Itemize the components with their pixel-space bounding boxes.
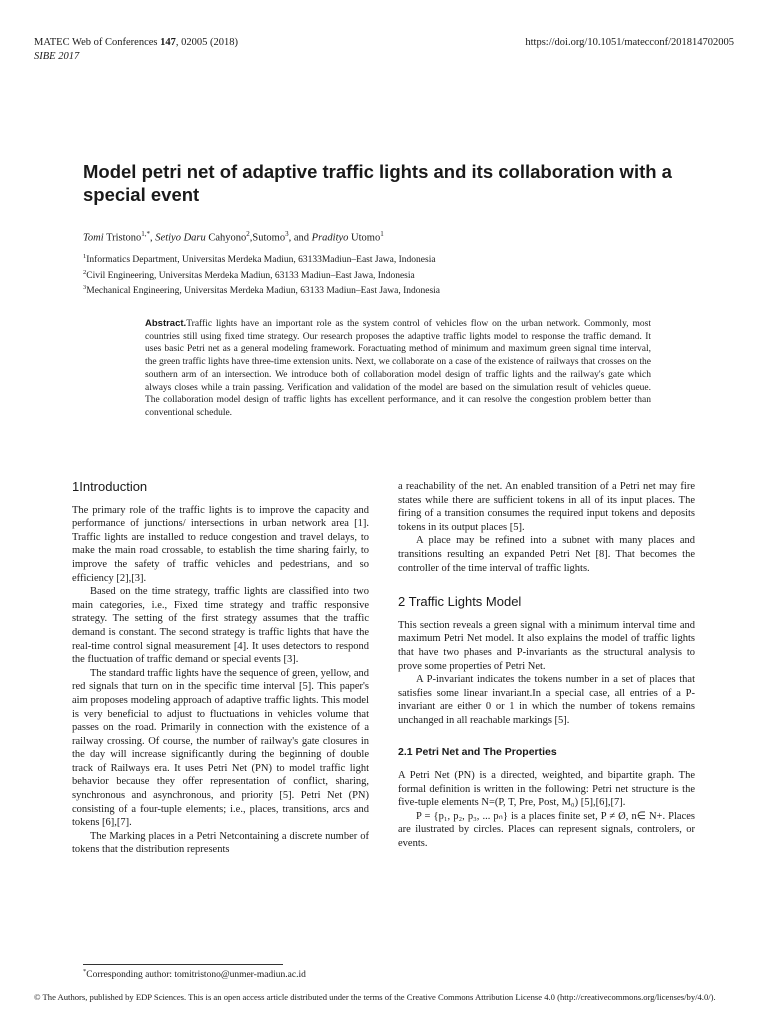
author-separator: , and [288, 232, 312, 244]
footnote-mark: * [83, 968, 87, 975]
article-number-year: , 02005 (2018) [175, 37, 238, 48]
section-heading-traffic-lights-model: 2 Traffic Lights Model [398, 594, 522, 610]
doi-link[interactable]: https://doi.org/10.1051/matecconf/201814702005 [525, 37, 734, 48]
abstract-label: Abstract. [145, 318, 187, 329]
footnote-divider [83, 964, 283, 965]
affiliation [83, 267, 733, 283]
affiliation-text: Mechanical Engineering, Universitas Merdeka Madiun, 63133 Madiun–East Jawa, Indonesia [86, 286, 441, 297]
conference-name: SIBE 2017 [34, 51, 80, 62]
footnote-text: Corresponding author: tomitristono@unmer-madiun.ac.id [86, 970, 306, 981]
author-affiliation-mark: 3 [285, 230, 289, 238]
author-first-name: Pradityo [311, 232, 349, 244]
author-list [83, 227, 733, 246]
affiliation-text: Informatics Department, Universitas Merdeka Madiun, 63133Madiun–East Jawa, Indonesia [86, 255, 436, 266]
journal-citation [34, 36, 238, 50]
affiliation-mark: 3 [83, 284, 87, 292]
journal-volume: 147 [160, 37, 176, 48]
subsection-heading-petri-net: 2.1 Petri Net and The Properties [398, 745, 557, 758]
abstract-text: Traffic lights have an important role as the system control of vehicles flow on the urban network. Commonly, most countries still using fixed time strategy. Our research proposes the adaptive traffic lights model to response the traffic demand. It uses basic Petri net as a general modeling framework. Foractuating method of minimum and maximum green signal time interval, the green traffic lights have three-time extension units. Next, we collaborate on a case of the existence of railways that crosses on the southern arm of an intersection. We introduce both of collaboration model design of traffic lights and the railway's gate which always closes while a train passing. Verification and validation of the model are based on the simulation result of vehicles queue. The collaboration model design of traffic lights has excellent performance, and it can resolve the congestion problem better than conventional schedule. [145, 319, 651, 418]
paragraph: A Petri Net (PN) is a directed, weighted, and bipartite graph. The formal definition is written in the following: Petri net structure is the five-tuple elements N=(P, T, Pre, Post, M₀) [5],[6],[7]. [398, 770, 695, 809]
paragraph: A P-invariant indicates the tokens number in a set of places that satisfies some linear invariant.In a special case, all entries of a P-invariant are either 0 or 1 in which the number of tokens remains unchanged in all reachable markings [5]. [398, 674, 695, 726]
affiliation-list [83, 251, 733, 298]
author-last-name: Cahyono [205, 232, 247, 244]
affiliation-mark: 2 [83, 268, 87, 276]
author-affiliation-mark: 1 [380, 230, 384, 238]
affiliation-text: Civil Engineering, Universitas Merdeka Madiun, 63133 Madiun–East Jawa, Indonesia [86, 270, 415, 281]
paragraph: The primary role of the traffic lights is to improve the capacity and performance of junctions/ intersections in urban network area [1]. Traffic lights are installed to reduce congestion and travel delays, to make the main road crossable, to establish the time sharing fairly, to improve the safety of traffic vehicles and pedestrians, and so efficiency [2],[3]. [72, 504, 369, 584]
paper-title: Model petri net of adaptive traffic lights and its collaboration with a special event [83, 161, 672, 205]
affiliation-mark: 1 [83, 253, 87, 260]
author-last-name: Utomo [348, 232, 381, 244]
right-column [398, 480, 695, 851]
section-heading-introduction: 1Introduction [72, 479, 148, 494]
abstract [145, 318, 651, 420]
author-last-name: Tristono [103, 232, 142, 244]
corresponding-author-footnote [83, 966, 583, 981]
affiliation [83, 251, 733, 267]
paragraph: The Marking places in a Petri Netcontaining a discrete number of tokens that the distribution represents [72, 830, 369, 856]
author-first-name: Tomi [83, 232, 104, 244]
paragraph: This section reveals a green signal with a minimum interval time and maximum Petri Net model. It also explains the model of traffic lights that have two phases and P-invariants as the structural analysis to prove some properties of Petri Net. [398, 619, 695, 672]
author-affiliation-mark: 1,* [141, 230, 151, 238]
journal-name: MATEC Web of Conferences [34, 37, 161, 48]
author-separator: , [150, 232, 156, 244]
author-first-name: Setiyo Daru [155, 232, 206, 244]
affiliation [83, 282, 733, 298]
author-affiliation-mark: 2 [246, 230, 250, 238]
paragraph: A place may be refined into a subnet with many places and transitions resulting an expanded Petri Net [8]. That becomes the controller of the time interval of traffic lights. [398, 535, 695, 574]
paragraph: The standard traffic lights have the sequence of green, yellow, and red signals that turn on in the specific time interval [5]. This paper's aim proposes modeling approach of adaptive traffic lights. This model is very beneficial to adjust to fluctuations in vehicles volume that passes on the road. Primarily in connection with the existence of a railway crossing. Of course, the number of railway's gate closures in the day will increase significantly during the beginning of double track of Railways era. It uses Petri Net (PN) to model traffic light behavior because they offer representation of conflict, sharing, synchronous and asynchronous, and priority [5]. Petri Net (PN) consisting of a four-tuple elements; i.e., places, transitions, arcs and tokens [6],[7]. [72, 667, 369, 829]
license-notice: © The Authors, published by EDP Sciences. This is an open access article distributed under the terms of the Creative Commons Attribution License 4.0 (http://creativecommons.org/licenses/by/4.0/). [34, 992, 716, 1002]
left-column [72, 480, 369, 857]
paragraph: a reachability of the net. An enabled transition of a Petri net may fire states while there are sufficient tokens in all of its input places. The firing of a transition consumes the required input tokens and deposits tokens in its output places [5]. [398, 481, 695, 533]
paragraph: Based on the time strategy, traffic lights are classified into two main categories, i.e., Fixed time strategy and traffic responsive strategy. The setting of the first strategy assumes that the traffic demand is constant. The second strategy is traffic lights that have the real-time control signal measurement [4]. It uses detectors to respond the fluctuation of traffic demand or special events [3]. [72, 586, 369, 666]
author-name: ,Sutomo [249, 232, 286, 244]
paragraph: P = {p₁, p₂, p₃, ... pₙ} is a places finite set, P ≠ Ø, n∈ N+. Places are ilustrated by circles. Places can represent signals, controlers, or events. [398, 810, 695, 850]
